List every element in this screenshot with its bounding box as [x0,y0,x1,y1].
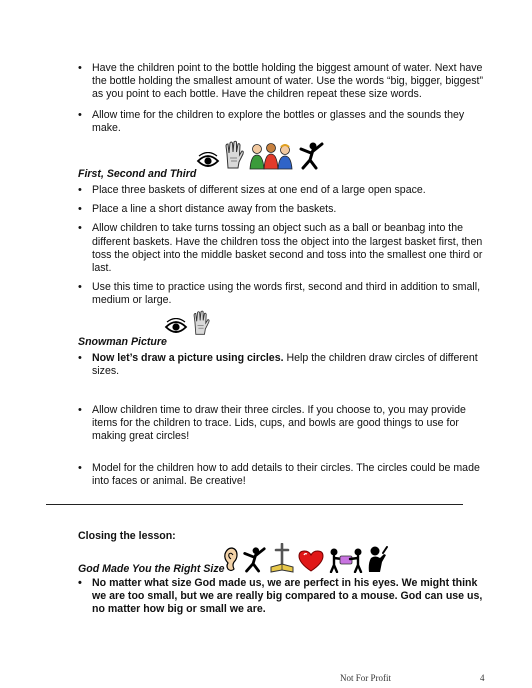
intro-bullet: • Allow time for the children to explore the bottles or glasses and the sounds they make. [78,109,488,135]
heart-icon [297,549,325,573]
intro-bullet-list [78,62,488,142]
eye-icon [196,152,220,170]
closing-bullet: • No matter what size God made us, we are perfect in his eyes. We might think we are too small, but we are really big compared to a mouse. God can use us, no matter how big or small we are. [78,577,490,617]
first-second-third-bullet: • Allow children to take turns tossing an object such as a ball or beanbag into the different baskets. Have the children toss the object into the largest basket first, then toss the object into the middle basket second and toss into the smallest one third or last. [78,222,488,275]
snowman-icons [164,310,214,336]
section-divider [46,504,463,505]
first-second-third-bullet-list [78,184,488,314]
snowman-bullet: • Allow children time to draw their three circles. If you choose to, you may provide items for the children to trace. Lids, cups, and bowls are good things to use for making great circles! [78,404,488,444]
page-number: 4 [480,673,485,683]
eye-icon [164,318,188,336]
footer-note: Not For Profit [340,673,392,683]
hand-icon [191,310,211,336]
snowman-bullet: • Model for the children how to add details to their circles. The circles could be made into faces or animal. Be creative! [78,462,488,488]
snowman-bullet-rest: Help the children draw circles of different sizes. [92,352,478,378]
cross-bible-icon [270,543,294,573]
hand-icon [223,140,245,170]
first-second-third-bullet: • Place three baskets of different sizes at one end of a large open space. [78,184,488,197]
sharing-children-icon [328,547,364,573]
closing-icons [222,543,396,573]
snowman-bullet-list [78,352,488,378]
snowman-bullet-bold: Now let’s draw a picture using circles. [92,352,284,364]
intro-bullet: • Have the children point to the bottle holding the biggest amount of water. Next have the bottle holding the smallest amount of water. Use the words “big, bigger, biggest” as you point to each bottle. Have the children repeat these size words. [78,62,488,102]
praying-person-icon [367,545,393,573]
ear-icon [222,547,238,573]
first-second-third-bullet: • Use this time to practice using the words first, second and third in addition to small, medium or large. [78,281,488,307]
first-second-third-icons [196,140,328,170]
heading-first-second-third: First, Second and Third [78,168,197,180]
snowman-bullet-list-2 [78,404,488,444]
heading-snowman-picture: Snowman Picture [78,336,167,348]
closing-bullet-list [78,577,490,617]
children-group-icon [248,142,294,170]
closing-label: Closing the lesson: [78,530,176,542]
heading-god-made-you-the-right-size: God Made You the Right Size [78,563,225,575]
stretching-person-icon [241,545,267,573]
snowman-bullet-list-3 [78,462,488,488]
snowman-bullet [78,352,488,378]
first-second-third-bullet: • Place a line a short distance away from the baskets. [78,203,488,216]
stretching-person-icon [297,140,325,170]
